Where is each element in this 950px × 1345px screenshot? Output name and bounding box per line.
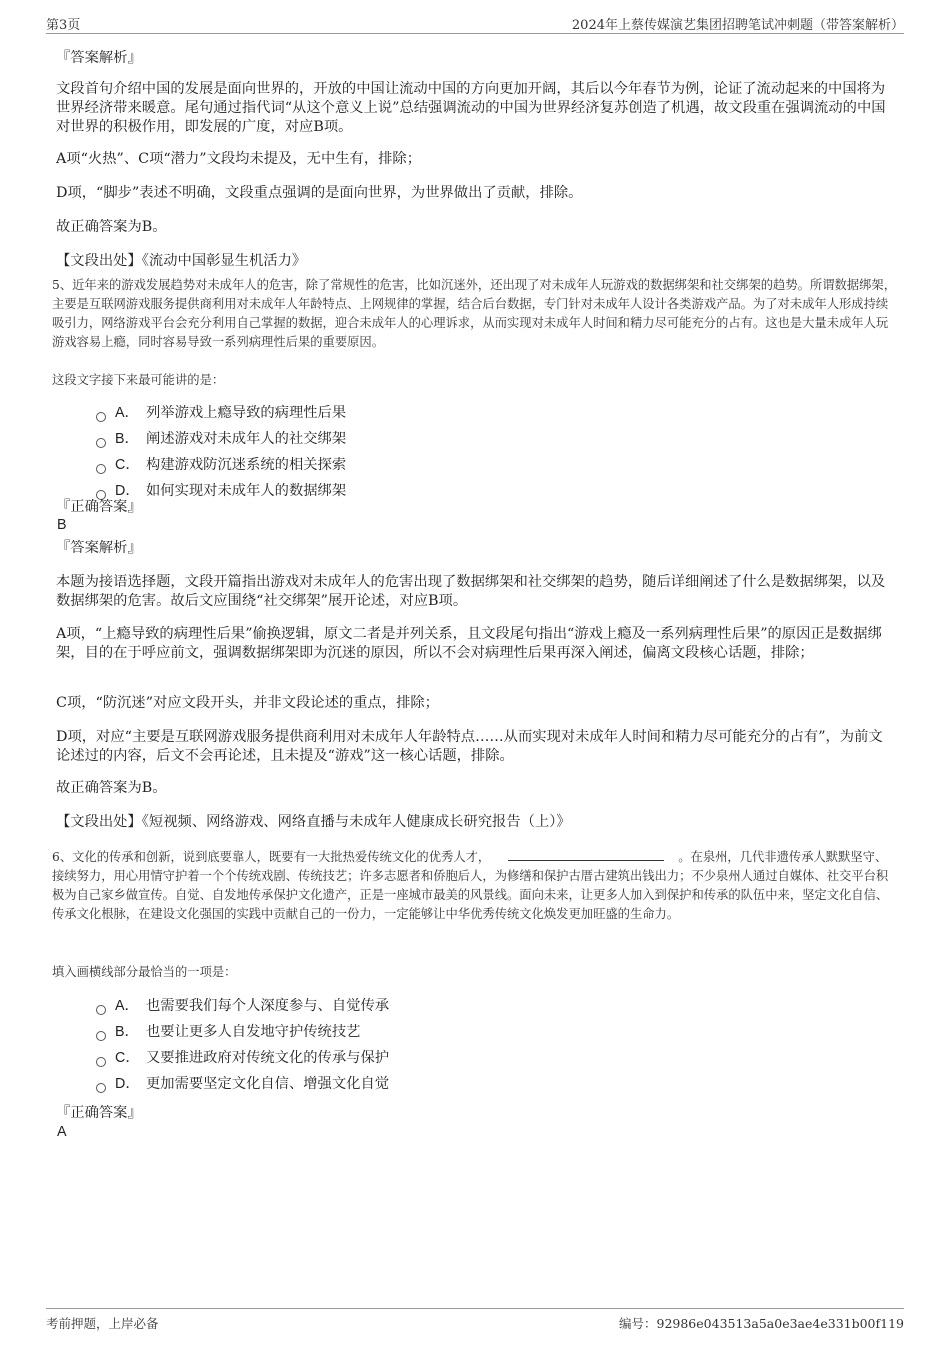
q5-analysis-p2: A项，“上瘾导致的病理性后果”偷换逻辑，原文二者是并列关系，且文段尾句指出“游戏上瘾及一系列病理性后果”的原因正是数据绑架，目的在于呼应前文，强调数据绑架即为沉迷的原因，所以不会对病理性后果再深入阐述，偏离文段核心话题，排除；: [56, 626, 882, 661]
option-text: 也需要我们每个人深度参与、自觉传承: [146, 998, 390, 1014]
option-letter: C．: [115, 1050, 140, 1066]
q4-analysis-p3: D项，“脚步”表述不明确，文段重点强调的是面向世界，为世界做出了贡献，排除。: [56, 185, 583, 201]
radio-icon[interactable]: [96, 1005, 106, 1015]
q5-conclusion: 故正确答案为B。: [56, 780, 167, 796]
q6-stem: [52, 848, 897, 924]
option-text: 更加需要坚定文化自信、增强文化自觉: [146, 1076, 390, 1092]
q5-option-c[interactable]: [96, 456, 346, 475]
q4-source: 【文段出处】《流动中国彰显生机活力》: [56, 253, 307, 269]
option-letter: A．: [115, 405, 139, 421]
option-text: 如何实现对未成年人的数据绑架: [146, 483, 347, 499]
option-text: 列举游戏上瘾导致的病理性后果: [146, 405, 347, 421]
radio-icon[interactable]: [96, 1083, 106, 1093]
q6-option-d[interactable]: [96, 1075, 389, 1094]
q6-stem-part-1: 6、文化的传承和创新，说到底要靠人，既要有一大批热爱传统文化的优秀人才，: [52, 850, 491, 864]
q6-option-a[interactable]: [96, 997, 389, 1016]
q5-correct-answer: B: [57, 517, 67, 533]
option-text: 阐述游戏对未成年人的社交绑架: [146, 431, 347, 447]
footer-divider: [46, 1308, 904, 1309]
q5-analysis-p4: D项，对应“主要是互联网游戏服务提供商利用对未成年人年龄特点……从而实现对未成年人时间和精力尽可能充分的占有”，为前文论述过的内容，后文不会再论述，且未提及“游戏”这一核心话题，排除。: [56, 729, 883, 764]
option-letter: D．: [115, 483, 140, 499]
option-letter: A．: [115, 998, 139, 1014]
page-number: 第3页: [46, 18, 81, 33]
q5-stem: 5、近年来的游戏发展趋势对未成年人的危害，除了常规性的危害，比如沉迷外，还出现了对未成年人玩游戏的数据绑架和社交绑架的趋势。所谓数据绑架，主要是互联网游戏服务提供商利用对未成年人年龄特点、上网规律的掌握，结合后台数据，专门针对未成年人设计各类游戏产品。为了对未成年人形成持续吸引力，网络游戏平台会充分利用自己掌握的数据，迎合未成年人的心理诉求，从而实现对未成年人时间和精力尽可能充分的占有。这也是大量未成年人玩游戏容易上瘾，同时容易导致一系列病理性后果的重要原因。: [52, 278, 897, 349]
radio-icon[interactable]: [96, 438, 106, 448]
option-text: 也要让更多人自发地守护传统技艺: [146, 1024, 361, 1040]
q5-correct-label: 『正确答案』: [56, 499, 142, 515]
q5-source: 【文段出处】《短视频、网络游戏、网络直播与未成年人健康成长研究报告（上）》: [56, 814, 571, 830]
footer-slogan: 考前押题，上岸必备: [46, 1316, 159, 1331]
option-letter: B．: [115, 1024, 139, 1040]
q5-option-b[interactable]: [96, 430, 346, 449]
document-title: 2024年上蔡传媒演艺集团招聘笔试冲刺题（带答案解析）: [571, 18, 904, 33]
header-divider: [46, 33, 904, 34]
option-letter: C．: [115, 457, 140, 473]
q6-stem-part-2: 。在泉州，几代非遗传承人默默坚守、接续努力，用心用情守护着一个个传统戏剧、传统技艺；许多志愿者和侨胞后人，为修缮和保护古厝古建筑出钱出力；不少泉州人通过自媒体、社交平台积极为自己家乡做宣传。自觉、自发地传承保护文化遗产，正是一座城市最美的风景线。面向未来，让更多人加入到保护和传承的队伍中来，坚定文化自信、传承文化根脉，在建设文化强国的实践中贡献自己的一份力，一定能够让中华优秀传统文化焕发更加旺盛的生命力。: [52, 850, 889, 921]
q5-analysis-label: 『答案解析』: [56, 540, 142, 556]
option-text: 构建游戏防沉迷系统的相关探索: [146, 457, 347, 473]
radio-icon[interactable]: [96, 464, 106, 474]
option-letter: B．: [115, 431, 139, 447]
radio-icon[interactable]: [96, 1031, 106, 1041]
q6-prompt: 填入画横线部分最恰当的一项是：: [52, 965, 237, 979]
answer-blank: [508, 848, 664, 861]
document-code: 编号：92986e043513a5a0e3ae4e331b00f119: [619, 1316, 904, 1331]
q5-analysis-p1: 本题为接语选择题，文段开篇指出游戏对未成年人的危害出现了数据绑架和社交绑架的趋势，随后详细阐述了什么是数据绑架，以及数据绑架的危害。故后文应围绕“社交绑架”展开论述，对应B项。: [56, 574, 886, 609]
q4-analysis-label: 『答案解析』: [56, 50, 142, 66]
option-letter: D．: [115, 1076, 140, 1092]
radio-icon[interactable]: [96, 412, 106, 422]
q6-correct-label: 『正确答案』: [56, 1105, 142, 1121]
q4-analysis-p2: A项“火热”、C项“潜力”文段均未提及，无中生有，排除；: [56, 151, 422, 167]
q6-option-c[interactable]: [96, 1049, 389, 1068]
q5-prompt: 这段文字接下来最可能讲的是：: [52, 373, 225, 387]
q6-correct-answer: A: [57, 1124, 67, 1140]
q4-analysis-p1: 文段首句介绍中国的发展是面向世界的，开放的中国让流动中国的方向更加开阔，其后以今年春节为例，论证了流动起来的中国将为世界经济带来暖意。尾句通过指代词“从这个意义上说”总结强调流动的中国为世界经济复苏创造了机遇，故文段重在强调流动的中国对世界的积极作用，即发展的广度，对应B项。: [56, 81, 886, 135]
q5-option-a[interactable]: [96, 404, 346, 423]
q5-analysis-p3: C项，“防沉迷”对应文段开头，并非文段论述的重点，排除；: [56, 695, 439, 711]
option-text: 又要推进政府对传统文化的传承与保护: [146, 1050, 390, 1066]
radio-icon[interactable]: [96, 1057, 106, 1067]
q6-option-b[interactable]: [96, 1023, 360, 1042]
q4-conclusion: 故正确答案为B。: [56, 219, 167, 235]
